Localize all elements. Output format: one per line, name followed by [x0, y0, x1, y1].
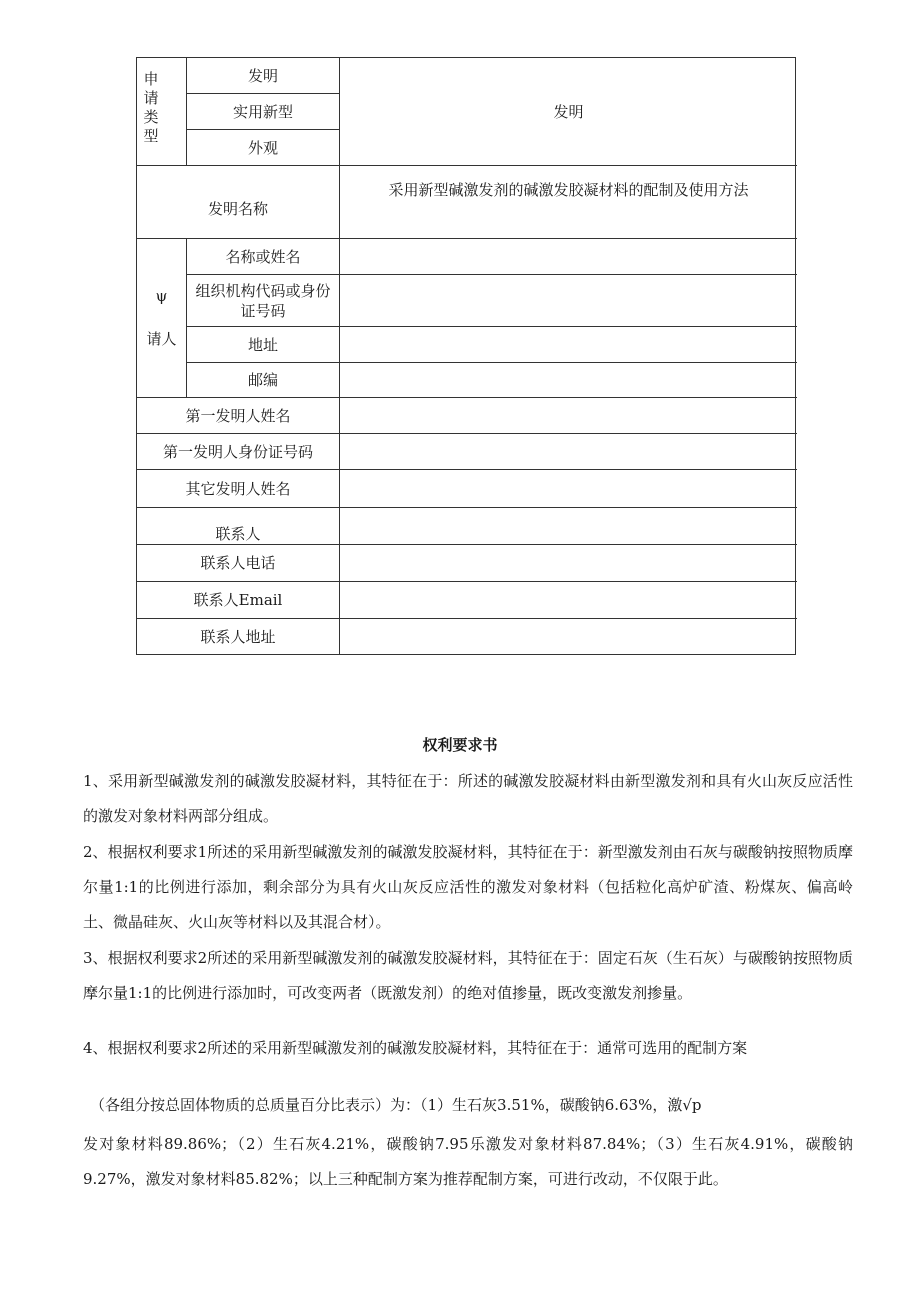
contact-address-field[interactable] [340, 619, 797, 655]
contact-phone-label: 联系人电话 [200, 554, 276, 572]
contact-phone-field[interactable] [340, 545, 797, 581]
invention-name-label: 发明名称 [207, 200, 268, 218]
first-inventor-name-field[interactable] [340, 398, 797, 433]
applicant-address-field[interactable] [340, 327, 797, 362]
application-type-label: 申请类型 [143, 70, 159, 145]
first-inventor-name-label: 第一发明人姓名 [185, 406, 291, 425]
app-type-option-design[interactable]: 外观 [247, 138, 278, 157]
contact-email-field[interactable] [340, 582, 797, 618]
contact-address-label: 联系人地址 [200, 628, 276, 646]
contact-person-label: 联系人 [215, 525, 261, 543]
applicant-label-glyph: ψ [155, 287, 168, 305]
claim-4-line-2: （各组分按总固体物质的总质量百分比表示）为：（1）生石灰3.51%，碳酸钠6.63%，激√p [90, 1096, 702, 1114]
applicant-label: 请人 [146, 330, 177, 348]
claim-4-line-3: 发对象材料89.86%；（2）生石灰4.21%，碳酸钠7.95乐激发对象材料87.84%；（3）生石灰4.91%，碳酸钠9.27%，激发对象材料85.82%；以上三种配制方案为推荐配制方案，可进行改动，不仅限于此。 [83, 1135, 853, 1188]
applicant-id-label: 组织机构代码或身份证号码 [195, 281, 331, 320]
claim-3: 3、根据权利要求2所述的采用新型碱激发剂的碱激发胶凝材料，其特征在于：固定石灰（生石灰）与碳酸钠按照物质摩尔量1:1的比例进行添加时，可改变两者（既激发剂）的绝对值掺量，既改变激发剂掺量。 [83, 949, 853, 1002]
applicant-name-field[interactable] [340, 239, 797, 274]
contact-person-field[interactable] [340, 508, 797, 544]
application-form-table [136, 57, 796, 655]
claim-2: 2、根据权利要求1所述的采用新型碱激发剂的碱激发胶凝材料，其特征在于：新型激发剂由石灰与碳酸钠按照物质摩尔量1:1的比例进行添加，剩余部分为具有火山灰反应活性的激发对象材料（包括粒化高炉矿渣、粉煤灰、偏高岭土、微晶硅灰、火山灰等材料以及其混合材）。 [83, 843, 853, 931]
invention-name-value[interactable]: 采用新型碱激发剂的碱激发胶凝材料的配制及使用方法 [388, 181, 749, 199]
applicant-postcode-label: 邮编 [247, 371, 278, 389]
app-type-option-utility-model[interactable]: 实用新型 [232, 102, 293, 121]
claims-title: 权利要求书 [422, 736, 498, 754]
first-inventor-id-label: 第一发明人身份证号码 [162, 442, 313, 461]
applicant-address-label: 地址 [247, 335, 278, 354]
applicant-name-label: 名称或姓名 [225, 247, 301, 266]
app-type-option-invention[interactable]: 发明 [247, 66, 278, 85]
first-inventor-id-field[interactable] [340, 434, 797, 469]
other-inventors-label: 其它发明人姓名 [185, 479, 291, 498]
applicant-id-field[interactable] [340, 275, 797, 326]
app-type-value[interactable]: 发明 [553, 102, 584, 121]
contact-email-label: 联系人Email [193, 591, 283, 609]
other-inventors-field[interactable] [340, 470, 797, 507]
claim-1: 1、采用新型碱激发剂的碱激发胶凝材料，其特征在于：所述的碱激发胶凝材料由新型激发剂和具有火山灰反应活性的激发对象材料两部分组成。 [83, 772, 853, 825]
applicant-postcode-field[interactable] [340, 363, 797, 397]
claim-4-line-1: 4、根据权利要求2所述的采用新型碱激发剂的碱激发胶凝材料，其特征在于：通常可选用的配制方案 [83, 1039, 748, 1057]
